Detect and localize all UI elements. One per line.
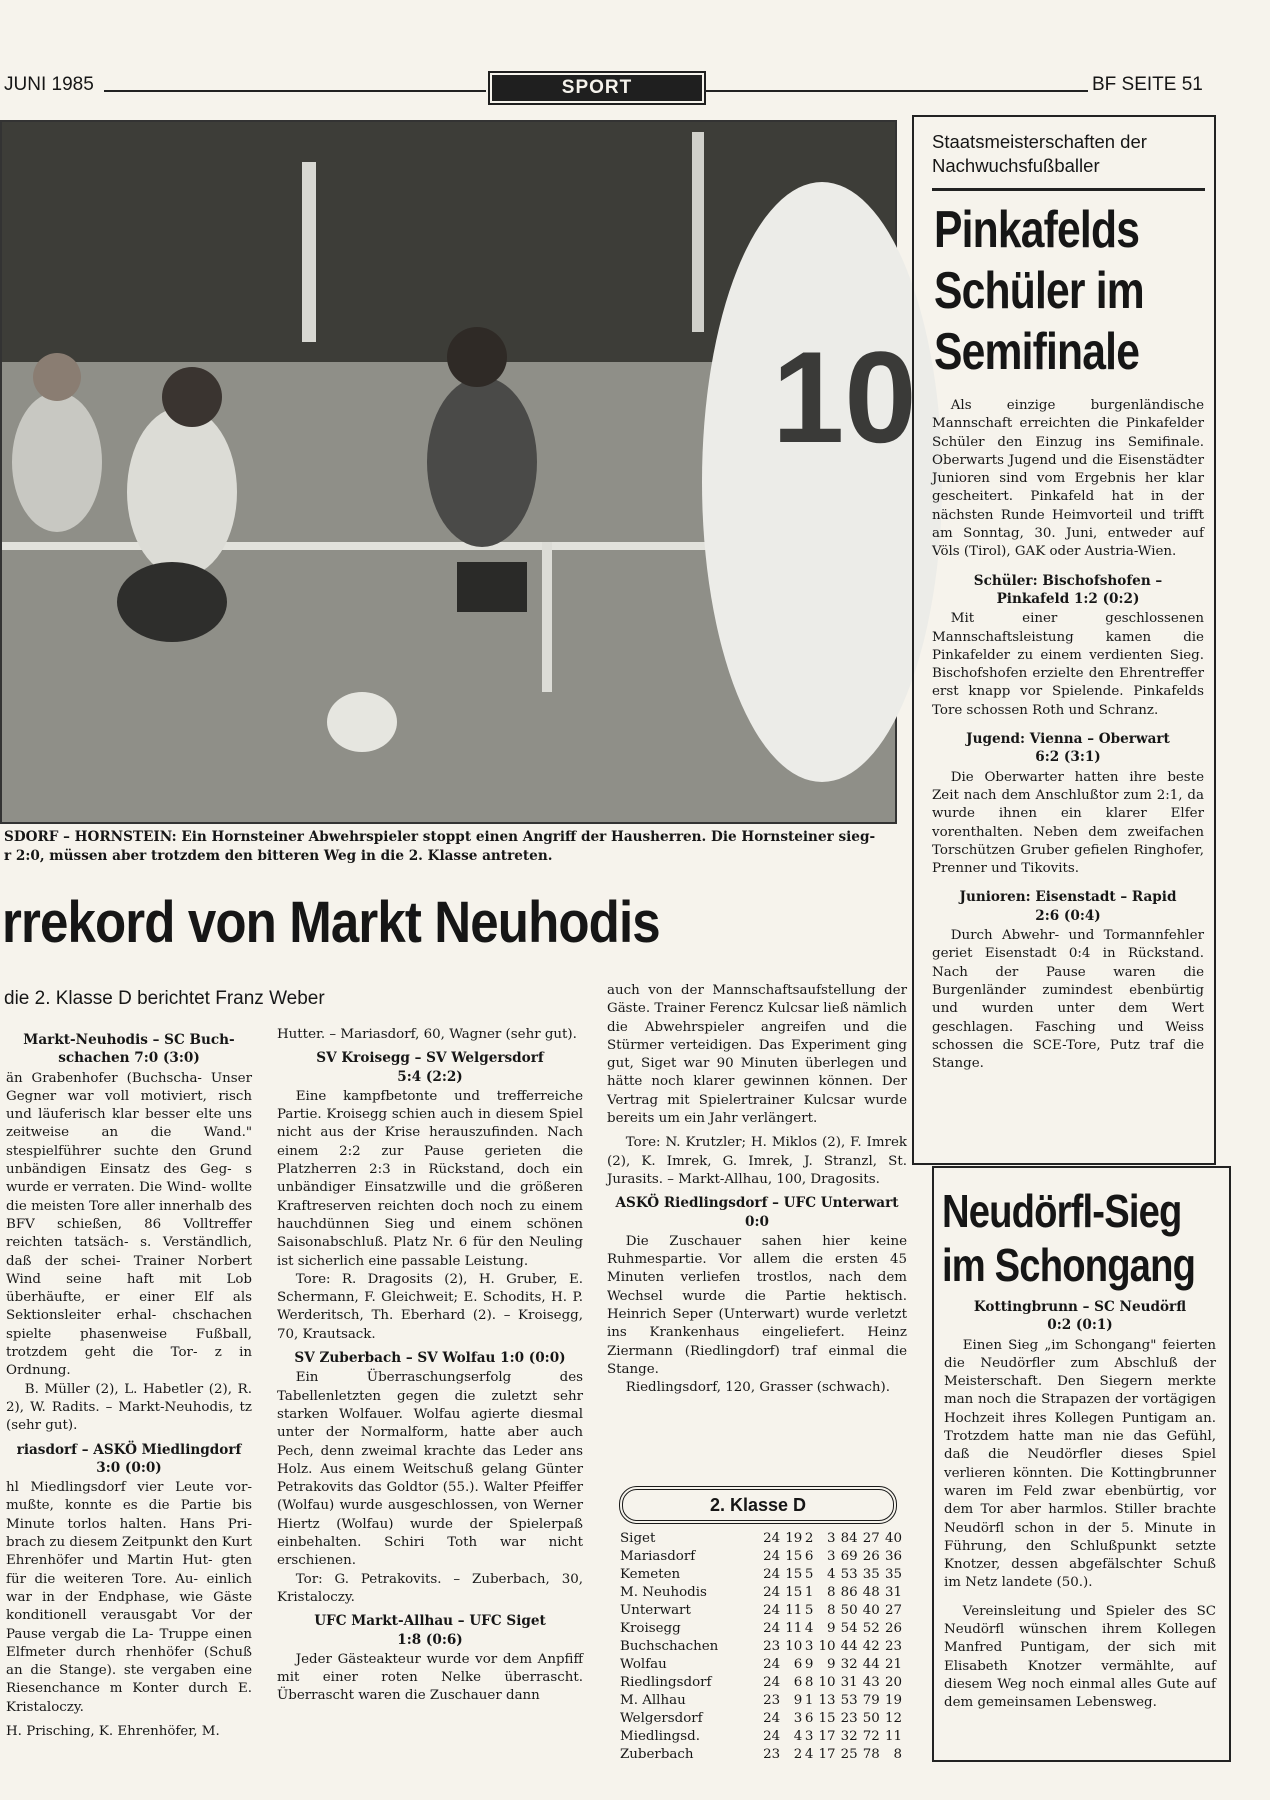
standings-value: 11 bbox=[884, 1729, 902, 1744]
match-report: Einen Sieg „im Schongang" feierten die Neudörfler zum Abschluß der Meisterschaft. Den Siegern merkte man noch die Strapazen der vortägigen Hochzeit ihres Kollegen Puntigam an. Trotzdem hatte man nie das Gefühl, daß die Neudörfler dieses Spiel verlieren könnten. Die Kottingbrunner waren im Feld zwar ebenbürtig, vor dem Tor aber harmlos. Stiller brachte Neudörfl schon in der 5. Minute in Führung, den Schlußpunkt setzte Knotzer, dessen abgefälschter Schuß im Netz landete (50.). bbox=[944, 1337, 1216, 1591]
match-title bbox=[6, 1031, 252, 1068]
standings-value: 9 bbox=[804, 1657, 814, 1672]
team-name: Kemeten bbox=[620, 1567, 681, 1582]
standings-value: 4 bbox=[827, 1567, 836, 1582]
standings-value: 19 bbox=[785, 1531, 803, 1546]
match-report: Ein Überraschungserfolg des Tabellenletzten gegen die zuletzt sehr starken Wolfauer. Wolfau agierte diesmal unter der Normalform, hatte aber auch Pech, denn zweimal krachte das Leder ans Holz. Aus einem Weitschuß gelang Günter Petrakovits das Goldtor (55.). Walter Pfeiffer (Wolfau) wurde ausgeschlossen, von Werner Hiertz (Wolfau) wurde der Spielerpaß einbehalten. Schiri Toth war nicht erschienen. bbox=[277, 1370, 583, 1569]
standings-value: 24 bbox=[763, 1531, 781, 1546]
standings-value: 8 bbox=[827, 1585, 836, 1600]
standings-value: 32 bbox=[840, 1729, 858, 1744]
standings-row bbox=[620, 1710, 902, 1728]
match-title-line-b: 5:4 (2:2) bbox=[397, 1068, 463, 1085]
photo-caption-line-2: r 2:0, müssen aber trotzdem den bitteren Weg in die 2. Klasse antreten. bbox=[4, 848, 553, 864]
match-title-line-a: Jugend: Vienna – Oberwart bbox=[966, 731, 1170, 748]
match-report-continued: Hutter. – Mariasdorf, 60, Wagner (sehr gut). bbox=[277, 1027, 577, 1042]
photo-caption bbox=[4, 828, 894, 866]
standings-value: 6 bbox=[793, 1675, 803, 1690]
match-title-line-b: Pinkafeld 1:2 (0:2) bbox=[996, 590, 1140, 607]
standings-value: 17 bbox=[818, 1747, 836, 1762]
team-name: Riedlingsdorf bbox=[620, 1675, 712, 1690]
standings-value: 3 bbox=[804, 1639, 814, 1654]
standings-value: 23 bbox=[763, 1639, 781, 1654]
header-rule-right bbox=[704, 90, 1088, 92]
section-label: SPORT bbox=[561, 77, 633, 98]
match-report: Eine kampfbetonte und trefferreiche Partie. Kroisegg schien auch in diesem Spiel nicht aus der Krise herauszufinden. Nach einem 2:2 zur Pause gerieten die Platzherren 2:3 in Rückstand, doch ein unbändiger Einsatzwille und die größeren Kraftreserven reichten doch noch zu einem hauchdünnen Sieg und einem schönen Saisonabschluß. Platz Nr. 6 für den Neuling ist sicherlich eine passable Leistung. bbox=[277, 1088, 583, 1269]
match-photo bbox=[0, 120, 917, 824]
page-number: BF SEITE 51 bbox=[1092, 74, 1203, 95]
standings-value: 44 bbox=[862, 1657, 880, 1672]
match-title-line-a: SV Kroisegg – SV Welgersdorf bbox=[316, 1050, 544, 1067]
standings-value: 24 bbox=[763, 1657, 781, 1672]
standings-value: 52 bbox=[862, 1621, 880, 1636]
match-title bbox=[932, 572, 1204, 609]
standings-value: 25 bbox=[840, 1747, 858, 1762]
match-scorers: B. Müller (2), L. Habetler (2), R. 2), W. Radits. – Markt-Neuhodis, tz (sehr gut). bbox=[6, 1381, 252, 1434]
standings-value: 24 bbox=[763, 1621, 781, 1636]
standings-value: 72 bbox=[862, 1729, 880, 1744]
match-report: hl Miedlingsdorf vier Leute vor- mußte, konnte es die Partie bis Minute torlos halten. Hans Pri- brach zu diesem Zeitpunkt den Kurt Ehrenhöfer und Martin Hut- gten für die weiteren Tore. Au- einlich war in der Endphase, wie Gäste konditionell verausgabt Vor der Pause vergab die La- Truppe einen Elfmeter durch rhenhöfer (Schuß an die Stange). ste vergaben eine Riesenchance m Konter durch E. Kristaloczy. bbox=[6, 1480, 252, 1715]
section-tag bbox=[488, 71, 706, 105]
sidebar-intro: Als einzige burgenländische Mannschaft erreichten die Pinkafelder Schüler den Einzug ins Semifinale. Oberwarts Jugend und die Eisenstädter Junioren sind vom Ergebnis her klar gescheitert. Pinkafeld hat in der nächsten Runde Heimvorteil und trifft am Sonntag, 30. Juni, entweder auf Völs (Tirol), GAK oder Austria-Wien. bbox=[932, 398, 1204, 560]
standings-value: 15 bbox=[818, 1711, 836, 1726]
standings-value: 8 bbox=[804, 1675, 814, 1690]
standings-value: 12 bbox=[884, 1711, 902, 1726]
match-report: Jeder Gästeakteur wurde vor dem Anpfiff mit einer roten Nelke überrascht. Überrascht waren die Zuschauer dann bbox=[277, 1651, 583, 1704]
standings-row bbox=[620, 1746, 902, 1764]
standings-value: 50 bbox=[862, 1711, 880, 1726]
sidebar-body bbox=[932, 397, 1204, 1073]
match-scorers: Tore: R. Dragosits (2), H. Gruber, E. Schermann, F. Gleichweit; E. Schodits, H. P. Werderitsch, Th. Eberhard (2). – Kroisegg, 70, Krautsack. bbox=[277, 1271, 583, 1342]
match-title bbox=[277, 1612, 583, 1649]
sidebar-headline-line-2: Schüler im bbox=[934, 262, 1144, 320]
standings-value: 24 bbox=[763, 1567, 781, 1582]
team-name: Siget bbox=[620, 1531, 656, 1546]
match-title-line-a: SV Zuberbach – SV Wolfau 1:0 (0:0) bbox=[294, 1350, 566, 1367]
standings-value: 3 bbox=[793, 1711, 803, 1726]
standings-value: 4 bbox=[793, 1729, 803, 1744]
standings-value: 9 bbox=[827, 1657, 836, 1672]
standings-table-wrap bbox=[620, 1530, 906, 1764]
standings-value: 35 bbox=[884, 1567, 902, 1582]
standings-value: 17 bbox=[818, 1729, 836, 1744]
match-report: Durch Abwehr- und Tormannfehler geriet Eisenstadt 0:4 in Rückstand. Nach der Pause waren die Burgenländer zumindest ebenbürtig und wurden unter dem Wert geschlagen. Fasching und Weiss schossen die SCE-Tore, Putz traf die Stange. bbox=[932, 928, 1204, 1072]
standings-value: 31 bbox=[840, 1675, 858, 1690]
match-scorers: Tore: N. Krutzler; H. Miklos (2), F. Imrek (2), K. Imrek, G. Imrek, J. Stranzl, St. Jurasits. – Markt-Allhau, 100, Dragosits. bbox=[607, 1135, 907, 1187]
match-photo-scene bbox=[2, 122, 917, 822]
standings-row bbox=[620, 1674, 902, 1692]
match-title-line-b: 6:2 (3:1) bbox=[1035, 749, 1101, 766]
match-title-line-b: 1:8 (0:6) bbox=[397, 1631, 463, 1648]
standings-value: 24 bbox=[763, 1729, 781, 1744]
team-name: Miedlingsd. bbox=[620, 1729, 700, 1744]
standings-value: 3 bbox=[827, 1531, 836, 1546]
sidebar2-headline bbox=[942, 1184, 1224, 1292]
standings-title-box bbox=[619, 1486, 897, 1524]
standings-value: 13 bbox=[818, 1693, 836, 1708]
standings-value: 19 bbox=[884, 1693, 902, 1708]
standings-value: 9 bbox=[827, 1621, 836, 1636]
standings-row bbox=[620, 1638, 902, 1656]
match-report: Mit einer geschlossenen Mannschaftsleistung kamen die Pinkafelder zu einem verdienten Sieg. Bischofshofen erzielte den Ehrentreffer erst knapp vor Spielende. Pinkafelds Tore schossen Roth und Schranz. bbox=[932, 611, 1204, 718]
team-name: Kroisegg bbox=[620, 1621, 681, 1636]
standings-value: 24 bbox=[763, 1675, 781, 1690]
match-title bbox=[932, 888, 1204, 925]
main-headline: rrekord von Markt Neuhodis bbox=[2, 890, 660, 955]
standings-value: 2 bbox=[793, 1747, 803, 1762]
sidebar2-headline-line-2: im Schongang bbox=[942, 1239, 1196, 1291]
standings-value: 24 bbox=[763, 1585, 781, 1600]
standings-value: 1 bbox=[804, 1585, 814, 1600]
match-title-line-a: Schüler: Bischofshofen – bbox=[973, 572, 1163, 589]
standings-value: 15 bbox=[785, 1585, 803, 1600]
standings-row bbox=[620, 1530, 902, 1548]
standings-row bbox=[620, 1692, 902, 1710]
standings-table bbox=[620, 1530, 902, 1764]
column-3 bbox=[607, 982, 907, 1398]
standings-value: 24 bbox=[763, 1711, 781, 1726]
match-title-line-b: 3:0 (0:0) bbox=[96, 1459, 162, 1476]
team-name: Welgersdorf bbox=[620, 1711, 703, 1726]
standings-value: 11 bbox=[785, 1621, 803, 1636]
match-title-line-a: riasdorf – ASKÖ Miedlingdorf bbox=[16, 1441, 242, 1458]
standings-value: 10 bbox=[818, 1675, 836, 1690]
match-title-line-b: 0:2 (0:1) bbox=[1047, 1317, 1113, 1334]
standings-row bbox=[620, 1656, 902, 1674]
standings-value: 6 bbox=[804, 1549, 814, 1564]
standings-value: 3 bbox=[804, 1729, 814, 1744]
standings-value: 23 bbox=[840, 1711, 858, 1726]
standings-row bbox=[620, 1566, 902, 1584]
standings-value: 10 bbox=[785, 1639, 803, 1654]
match-title-line-a: Kottingbrunn – SC Neudörfl bbox=[973, 1299, 1187, 1315]
standings-value: 4 bbox=[804, 1747, 814, 1762]
sidebar2-headline-line-1: Neudörfl-Sieg bbox=[942, 1185, 1182, 1237]
standings-value: 23 bbox=[763, 1693, 781, 1708]
match-title-line-a: ASKÖ Riedlingsdorf – UFC Unterwart bbox=[615, 1195, 899, 1212]
standings-row bbox=[620, 1584, 902, 1602]
standings-value: 27 bbox=[884, 1603, 902, 1618]
standings-value: 11 bbox=[785, 1603, 803, 1618]
match-title bbox=[944, 1298, 1216, 1335]
standings-value: 53 bbox=[840, 1567, 858, 1582]
standings-value: 43 bbox=[862, 1675, 880, 1690]
standings-value: 24 bbox=[763, 1549, 781, 1564]
issue-date: JUNI 1985 bbox=[4, 74, 94, 95]
standings-value: 32 bbox=[840, 1657, 858, 1672]
standings-row bbox=[620, 1548, 902, 1566]
main-subtitle: die 2. Klasse D berichtet Franz Weber bbox=[4, 988, 325, 1009]
standings-value: 5 bbox=[804, 1567, 814, 1582]
standings-value: 4 bbox=[804, 1621, 814, 1636]
standings-value: 1 bbox=[804, 1693, 814, 1708]
sidebar-headline-line-3: Semifinale bbox=[934, 323, 1140, 381]
standings-value: 79 bbox=[862, 1693, 880, 1708]
match-report: Die Zuschauer sahen hier keine Ruhmespartie. Vor allem die ersten 45 Minuten verliefen trostlos, nach dem Wechsel wurde die Partie hektisch. Heinrich Seper (Unterwart) wurde verletzt ins Krankenhaus eingeliefert. Heinz Ziermann (Riedlingdorf) traf einmal die Stange. bbox=[607, 1233, 907, 1377]
standings-value: 31 bbox=[884, 1585, 902, 1600]
match-title-line-b: schachen 7:0 (3:0) bbox=[58, 1050, 200, 1067]
club-wishes: Vereinsleitung und Spieler des SC Neudörfl wünschen ihrem Kollegen Manfred Puntigam, der sich mit Elisabeth Knotzer vermählte, auf diesem Weg noch einmal alles Gute auf dem gemeinsamen Lebensweg. bbox=[944, 1603, 1216, 1711]
standings-title: 2. Klasse D bbox=[709, 1495, 807, 1515]
team-name: M. Neuhodis bbox=[620, 1585, 707, 1600]
match-scorers: Tor: G. Petrakovits. – Zuberbach, 30, Kristaloczy. bbox=[277, 1571, 583, 1605]
match-scorers: H. Prisching, K. Ehrenhöfer, M. bbox=[6, 1723, 220, 1739]
standings-value: 3 bbox=[827, 1549, 836, 1564]
match-report: än Grabenhofer (Buchscha- Unser Gegner war voll motiviert, risch und läuferisch klar besser elte uns zeitweise an die Wand." stespielführer suchte den Grund unbändigen Einsatz des Geg- s wurde er verraten. Die Wind- wollte die meisten Tore aller innerhalb des BFV schießen, 86 Volltreffer reichten tatsäch- s. Verständlich, daß der schei- Trainer Norbert Wind seine haft mit Lob überhäufte, er einer Elf als Sektionsleiter erhal- chschachen spielte phasenweise Fußball, trotzdem geht die Tor- z in Ordnung. bbox=[6, 1070, 252, 1379]
svg-text:10: 10 bbox=[772, 324, 917, 470]
standings-value: 8 bbox=[827, 1603, 836, 1618]
match-title-line-a: UFC Markt-Allhau – UFC Siget bbox=[314, 1613, 546, 1630]
match-title-line-a: Junioren: Eisenstadt – Rapid bbox=[959, 889, 1177, 906]
match-title-line-b: 2:6 (0:4) bbox=[1035, 907, 1101, 924]
standings-value: 20 bbox=[884, 1675, 902, 1690]
team-name: Mariasdorf bbox=[620, 1549, 696, 1564]
standings-value: 78 bbox=[862, 1747, 880, 1762]
standings-value: 21 bbox=[884, 1657, 902, 1672]
standings-value: 6 bbox=[804, 1711, 814, 1726]
standings-value: 2 bbox=[804, 1531, 814, 1546]
standings-value: 36 bbox=[884, 1549, 902, 1564]
match-title bbox=[277, 1349, 583, 1367]
standings-value: 6 bbox=[793, 1657, 803, 1672]
standings-value: 53 bbox=[840, 1693, 858, 1708]
column-2 bbox=[277, 1026, 583, 1706]
standings-value: 15 bbox=[785, 1549, 803, 1564]
standings-value: 35 bbox=[862, 1567, 880, 1582]
standings-value: 27 bbox=[862, 1531, 880, 1546]
standings-value: 8 bbox=[893, 1747, 902, 1762]
standings-value: 26 bbox=[862, 1549, 880, 1564]
match-title bbox=[6, 1441, 252, 1478]
standings-value: 86 bbox=[840, 1585, 858, 1600]
team-name: Unterwart bbox=[620, 1603, 691, 1618]
standings-value: 15 bbox=[785, 1567, 803, 1582]
header-rule-left bbox=[104, 90, 486, 92]
standings-value: 26 bbox=[884, 1621, 902, 1636]
column-1 bbox=[6, 1026, 252, 1741]
standings-value: 5 bbox=[804, 1603, 814, 1618]
standings-row bbox=[620, 1728, 902, 1746]
team-name: M. Allhau bbox=[620, 1693, 686, 1708]
sidebar-headline-line-1: Pinkafelds bbox=[934, 201, 1140, 259]
match-title bbox=[277, 1049, 583, 1086]
standings-value: 23 bbox=[763, 1747, 781, 1762]
match-title bbox=[932, 730, 1204, 767]
match-title-line-b: 0:0 bbox=[745, 1213, 769, 1230]
match-report-continued: auch von der Mannschaftsaufstellung der Gäste. Trainer Ferencz Kulcsar ließ nämlich die Abwehrspieler angreifen und die Stürmer verteidigen. Das Experiment ging gut, Siget war 90 Minuten überlegen und hätte noch klarer gewinnen können. Der Vertrag mit Spielertrainer Kulcsar wurde bereits um ein Jahr verlängert. bbox=[607, 983, 907, 1127]
match-report: Die Oberwarter hatten ihre beste Zeit nach dem Anschlußtor zum 2:1, da wurde ihnen ein klarer Elfer vorenthalten. Neben dem zweifachen Torschützen Gruber gefielen Ringhofer, Prenner und Tikovits. bbox=[932, 769, 1204, 877]
standings-value: 69 bbox=[840, 1549, 858, 1564]
standings-value: 40 bbox=[884, 1531, 902, 1546]
standings-value: 84 bbox=[840, 1531, 858, 1546]
standings-value: 10 bbox=[818, 1639, 836, 1654]
match-title bbox=[607, 1194, 907, 1231]
standings-row bbox=[620, 1602, 902, 1620]
match-title-line-a: Markt-Neuhodis – SC Buch- bbox=[23, 1032, 235, 1048]
sidebar-kicker: Staatsmeisterschaften der Nachwuchsfußballer bbox=[932, 131, 1147, 176]
team-name: Buchschachen bbox=[620, 1639, 719, 1654]
standings-value: 48 bbox=[862, 1585, 880, 1600]
match-report-tail: Riedlingsdorf, 120, Grasser (schwach). bbox=[625, 1380, 891, 1396]
standings-row bbox=[620, 1620, 902, 1638]
photo-caption-line-1: SDORF – HORNSTEIN: Ein Hornsteiner Abwehrspieler stoppt einen Angriff der Hausherren. Die Hornsteiner sieg- bbox=[4, 829, 876, 845]
sidebar-kicker-rule bbox=[932, 188, 1205, 191]
standings-value: 42 bbox=[862, 1639, 880, 1654]
standings-value: 50 bbox=[840, 1603, 858, 1618]
standings-value: 23 bbox=[884, 1639, 902, 1654]
standings-value: 24 bbox=[763, 1603, 781, 1618]
team-name: Wolfau bbox=[620, 1657, 667, 1672]
standings-value: 9 bbox=[793, 1693, 803, 1708]
sidebar2-body bbox=[944, 1298, 1216, 1713]
standings-value: 44 bbox=[840, 1639, 858, 1654]
standings-value: 54 bbox=[840, 1621, 858, 1636]
sidebar-headline bbox=[934, 200, 1205, 383]
standings-value: 40 bbox=[862, 1603, 880, 1618]
team-name: Zuberbach bbox=[620, 1747, 694, 1762]
